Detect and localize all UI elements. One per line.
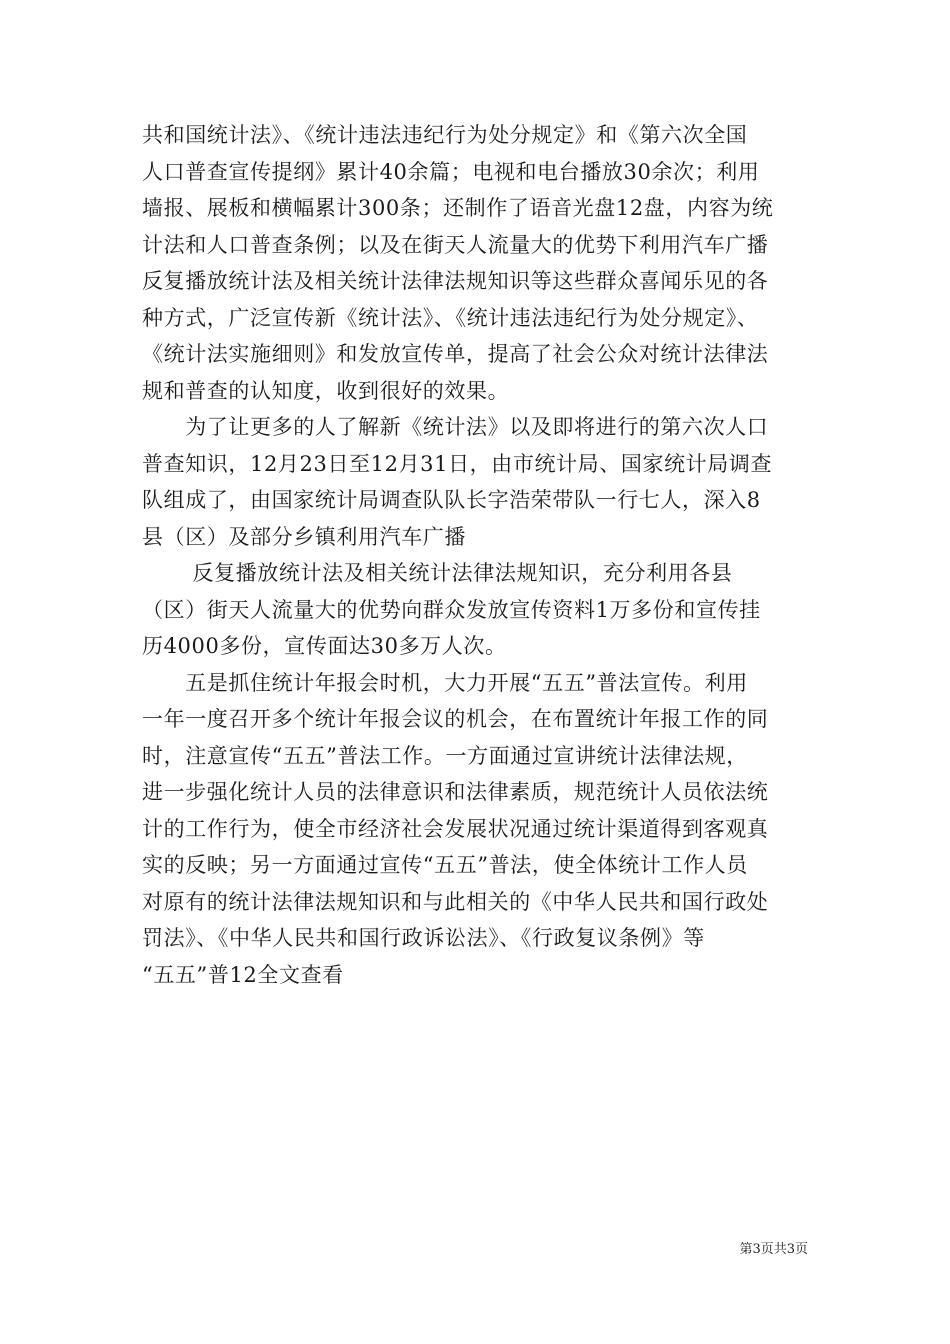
text-line: 罚法》、《中华人民共和国行政诉讼法》、《行政复议条例》等 — [142, 926, 705, 950]
text-line: 普查知识，12月23日至12月31日，由市统计局、国家统计局调查 — [142, 451, 773, 476]
text-line: 为了让更多的人了解新《统计法》以及即将进行的第六次人口 — [142, 415, 769, 439]
page-number: 第3页共3页 — [739, 1242, 808, 1257]
text-line: 计的工作行为，使全市经济社会发展状况通过统计渠道得到客观真 — [142, 816, 769, 841]
text-line: 计法和人口普查条例；以及在街天人流量大的优势下利用汽车广播 — [142, 232, 769, 257]
text-line[interactable]: “五五”普12全文查看 — [142, 962, 344, 987]
text-line: 反复播放统计法及相关统计法律法规知识等这些群众喜闻乐见的各 — [142, 269, 769, 293]
text-line: 县（区）及部分乡镇利用汽车广播 — [142, 524, 466, 549]
text-line: 五是抓住统计年报会时机，大力开展“五五”普法宣传。利用 — [142, 670, 748, 695]
document-body — [142, 117, 812, 993]
text-line: 墙报、展板和横幅累计300条；还制作了语音光盘12盘，内容为统 — [142, 196, 774, 220]
text-line: 反复播放统计法及相关统计法律法规知识，充分利用各县 — [142, 561, 733, 585]
text-line: 种方式，广泛宣传新《统计法》、《统计违法违纪行为处分规定》、 — [142, 305, 759, 330]
text-line: 一年一度召开多个统计年报会议的机会，在布置统计年报工作的同 — [142, 707, 769, 731]
text-line: 实的反映；另一方面通过宣传“五五”普法，使全体统计工作人员 — [142, 853, 748, 877]
text-line: 队组成了，由国家统计局调查队队长字浩荣带队一行七人，深入8 — [142, 488, 761, 512]
text-line: 时，注意宣传“五五”普法工作。一方面通过宣讲统计法律法规， — [142, 743, 748, 768]
text-line: 历4000多份，宣传面达30多万人次。 — [142, 634, 507, 658]
text-line: 共和国统计法》、《统计违法违纪行为处分规定》和《第六次全国 — [142, 123, 748, 147]
text-line: 规和普查的认知度，收到很好的效果。 — [142, 378, 510, 403]
text-line: 对原有的统计法律法规知识和与此相关的《中华人民共和国行政处 — [142, 889, 769, 914]
text-line: 《统计法实施细则》和发放宣传单，提高了社会公众对统计法律法 — [142, 342, 769, 366]
text-line: 人口普查宣传提纲》累计40余篇；电视和电台播放30余次；利用 — [142, 159, 760, 184]
text-line: （区）街天人流量大的优势向群众发放宣传资料1万多份和宣传挂 — [142, 597, 761, 622]
text-line: 进一步强化统计人员的法律意识和法律素质，规范统计人员依法统 — [142, 780, 769, 804]
